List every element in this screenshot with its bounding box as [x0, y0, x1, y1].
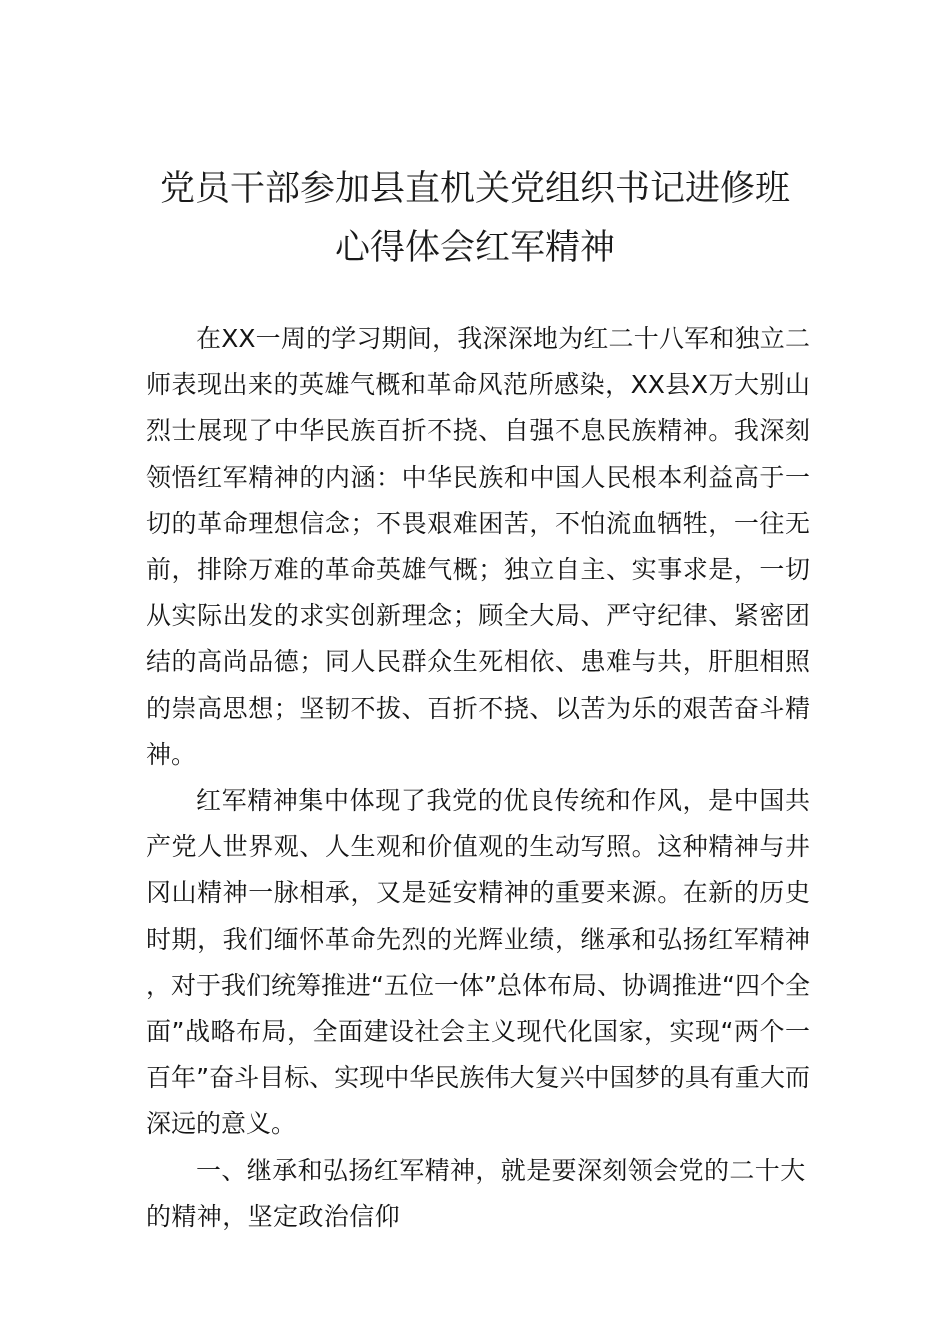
- title-line-2: 心得体会红军精神: [334, 228, 615, 268]
- section-heading-1: 一、继承和弘扬红军精神，就是要深刻领会党的二十大的精神，坚定政治信仰: [146, 1155, 806, 1231]
- paragraph-1: 在XX一周的学习期间，我深深地为红二十八军和独立二师表现出来的英雄气概和革命风范所感染，XX县X万大别山烈士展现了中华民族百折不挠、自强不息民族精神。我深刻领悟红军精神的内涵：中华民族和中国人民根本利益高于一切的革命理想信念；不畏艰难困苦，不怕流血牺牲，一往无前，排除万难的革命英雄气概；独立自主、实事求是，一切从实际出发的求实创新理念；顾全大局、严守纪律、紧密团结的高尚品德；同人民群众生死相依、患难与共，肝胆相照的崇高思想；坚韧不拔、百折不挠、以苦为乐的艰苦奋斗精神。: [146, 324, 810, 769]
- paragraph-2: 红军精神集中体现了我党的优良传统和作风，是中国共产党人世界观、人生观和价值观的生动写照。这种精神与井冈山精神一脉相承，又是延安精神的重要来源。在新的历史时期，我们缅怀革命先烈的光辉业绩，继承和弘扬红军精神，对于我们统筹推进“五位一体”总体布局、协调推进“四个全面”战略布局，全面建设社会主义现代化国家，实现“两个一百年”奋斗目标、实现中华民族伟大复兴中国梦的具有重大而深远的意义。: [146, 786, 810, 1139]
- title-line-1: 党员干部参加县直机关党组织书记进修班: [159, 169, 790, 209]
- document-title: [0, 160, 950, 278]
- document-body: [146, 316, 810, 1240]
